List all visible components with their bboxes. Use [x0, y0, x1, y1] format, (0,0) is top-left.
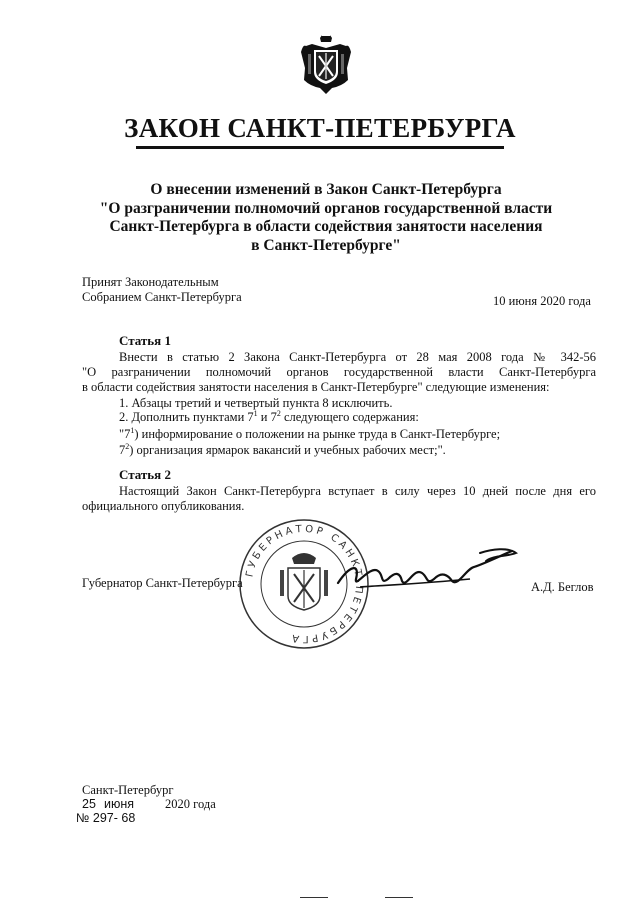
- article-1-item-2: 2. Дополнить пунктами $7^1$ и $7^2$ следующего содержания:: [119, 408, 419, 424]
- document-title: ЗАКОН САНКТ-ПЕТЕРБУРГА: [124, 113, 516, 143]
- svg-text:ГУБЕРНАТОР САНКТ-ПЕТЕРБУРГА: ГУБЕРНАТОР САНКТ-ПЕТЕРБУРГА: [244, 523, 365, 645]
- footer-month: июня: [104, 797, 135, 811]
- article-1-heading: Статья 1: [119, 333, 171, 348]
- footer-city: Санкт-Петербург: [82, 783, 174, 797]
- article-1-line: "О разграничении полномочий органов государственной власти Санкт-Петербурга: [82, 365, 596, 379]
- subtitle-line: "О разграничении полномочий органов государственной власти: [99, 199, 553, 217]
- article-1-item-1: 1. Абзацы третий и четвертый пункта 8 исключить.: [119, 396, 393, 410]
- subtitle-line: в Санкт-Петербурге": [251, 236, 401, 254]
- article-2-line: Настоящий Закон Санкт-Петербурга вступает в силу через 10 дней после дня его: [119, 484, 596, 498]
- article-2-line: официального опубликования.: [82, 499, 245, 513]
- spb-coat-of-arms-icon: [300, 28, 352, 96]
- law-subtitle: [90, 181, 562, 255]
- article-1-line: Внести в статью 2 Закона Санкт-Петербурга от 28 мая 2008 года № 342-56: [119, 350, 596, 364]
- footer-day: 25: [82, 797, 96, 811]
- adoption-line-1: Принят Законодательным: [82, 275, 219, 289]
- article-1-subitem-2: $7^2$) организация ярмарок вакансий и учебных рабочих мест;".: [119, 441, 446, 457]
- article-1-subitem-1: "$7^1$) информирование о положении на рынке труда в Санкт-Петербурге;: [119, 425, 501, 441]
- footer-year: 2020 года: [165, 797, 216, 811]
- governor-position: Губернатор Санкт-Петербурга: [82, 576, 243, 590]
- footer-rule: [300, 897, 328, 898]
- adoption-date: 10 июня 2020 года: [493, 294, 591, 308]
- handwritten-signature-icon: [330, 545, 520, 595]
- article-2-heading: Статья 2: [119, 467, 171, 482]
- subtitle-line: О внесении изменений в Закон Санкт-Петербурга: [150, 181, 502, 198]
- footer-number: № 297- 68: [76, 811, 136, 825]
- subtitle-line: Санкт-Петербурга в области содействия занятости населения: [109, 218, 543, 235]
- governor-name: А.Д. Беглов: [531, 580, 594, 594]
- title-underline: [136, 146, 504, 149]
- article-1-line: в области содействия занятости населения в Санкт-Петербурге" следующие изменения:: [82, 380, 550, 394]
- footer-rule: [385, 897, 413, 898]
- adoption-line-2: Собранием Санкт-Петербурга: [82, 290, 242, 304]
